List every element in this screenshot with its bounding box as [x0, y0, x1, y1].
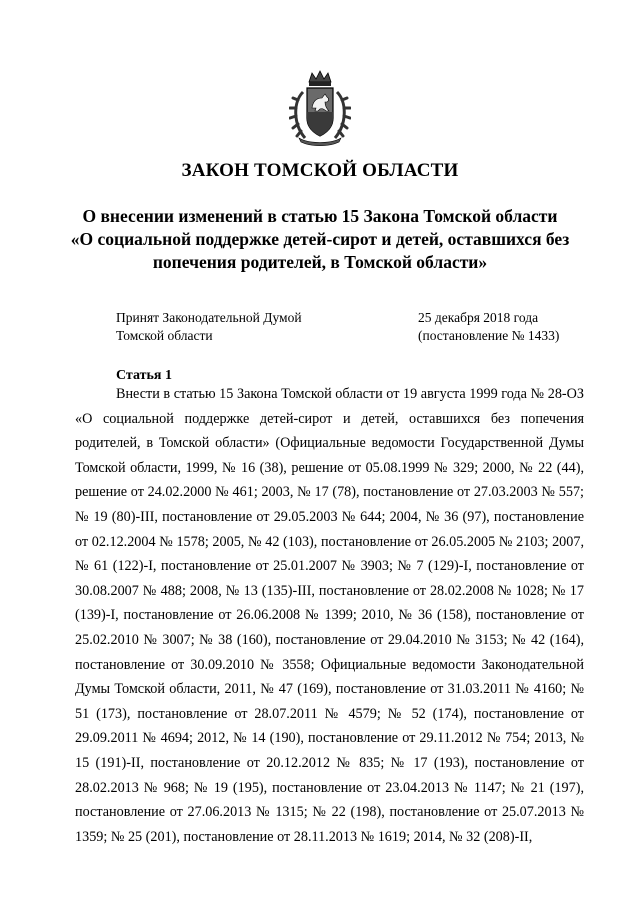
law-title: ЗАКОН ТОМСКОЙ ОБЛАСТИ: [181, 160, 459, 181]
article-heading: Статья 1: [116, 368, 172, 383]
adopted-by-block: [116, 309, 356, 345]
adoption-date-block: [418, 309, 598, 345]
article-body-text: Внести в статью 15 Закона Томской области от 19 августа 1999 года № 28-ОЗ «О социальной поддержке детей-сирот и детей, оставшихся без попечения родителей, в Томской области» (Официальные ведомости Государственной Думы Томской области, 1999, № 16 (38), решение от 05.08.1999 № 329; 2000, № 22 (44), решение от 24.02.2000 № 461; 2003, № 17 (78), постановление от 27.03.2003 № 557; № 19 (80)-III, постановление от 29.05.2003 № 644; 2004, № 36 (97), постановление от 02.12.2004 № 1578; 2005, № 42 (103), постановление от 26.05.2005 № 2103; 2007, № 61 (122)-I, постановление от 25.01.2007 № 3903; № 7 (129)-I, постановление от 30.08.2007 № 488; 2008, № 13 (135)-III, постановление от 28.02.2008 № 1028; № 17 (139)-I, постановление от 26.06.2008 № 1399; 2010, № 36 (158), постановление от 25.02.2010 № 3007; № 38 (160), постановлeние от 29.04.2010 № 3153; № 42 (164), постановление от 30.09.2010 № 3558; Официальные ведомости Законодательной Думы Томской области, 2011, № 47 (169), постановление от 31.03.2011 № 4160; № 51 (173), постановление от 28.07.2011 № 4579; № 52 (174), постановление от 29.09.2011 № 4694; 2012, № 14 (190), постановление от 29.11.2012 № 754; 2013, № 15 (191)-II, постановление от 20.12.2012 № 835; № 17 (193), постановление от 28.02.2013 № 968; № 19 (195), постановление от 23.04.2013 № 1147; № 21 (197), постановление от 27.06.2013 № 1315; № 22 (198), постановление от 25.07.2013 № 1359; № 25 (201), постановление от 28.11.2013 № 1619; 2014, № 32 (208)-II,: [75, 386, 584, 845]
law-subject-title: О внесении изменений в статью 15 Закона Томской области «О социальной поддержке детей-сирот и детей, оставшихся без попечения родителей, в Томской области»: [70, 206, 570, 272]
adopted-by-line: Принят Законодательной Думой: [116, 310, 302, 325]
resolution-number: (постановление № 1433): [418, 328, 560, 343]
adopted-by-region: Томской области: [116, 328, 213, 343]
tomsk-coat-of-arms-icon: [289, 68, 351, 148]
adoption-date: 25 декабря 2018 года: [418, 310, 539, 325]
